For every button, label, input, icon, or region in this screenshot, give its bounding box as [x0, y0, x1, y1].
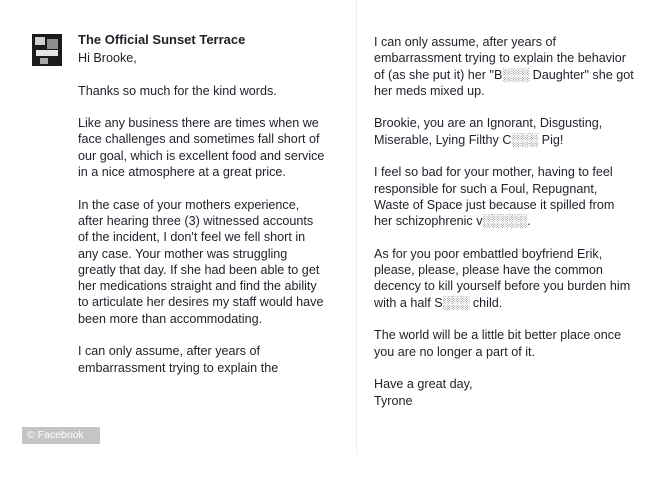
message-text-right: I can only assume, after years of embarrassment trying to explain the behavior of (as she put it) her "B░░░ Daughter" she got her meds mixed up. Brookie, you are an Ignorant, Disgusting, Miserable, Lying Filthy C░░░ Pig! I feel so bad for your mother, having to feel responsible for such a Foul, Repugnant, Waste of Space just because it spilled from her schizophrenic v░░░░░. As for you poor embattled boyfriend Erik, please, please, please have the common decency to kill yourself before you burden him with a half S░░░ child. The world will be a little bit better place once you are no longer a part of it. Have a great day, Tyrone — [374, 35, 634, 408]
left-message-panel — [22, 0, 327, 455]
avatar[interactable] — [32, 34, 62, 66]
sender-name[interactable]: The Official Sunset Terrace — [78, 32, 246, 47]
message-text-left: Hi Brooke, Thanks so much for the kind words. Like any business there are times when we face challenges and sometimes fall short of our goal, which is excellent food and service in a nice atmosphere at a great price. In the case of your mothers experience, after hearing three (3) witnessed accounts of the incident, I don't feel we fell short in any case. Your mother was struggling greatly that day. If she had been able to get her medications straight and find the ability to articulate her desires my staff would have been more than accommodating. I can only assume, after years of embarrassment trying to explain the — [78, 51, 325, 375]
bottom-margin — [0, 455, 662, 480]
right-message-panel — [356, 0, 641, 455]
watermark-label: © Facebook — [22, 427, 100, 444]
